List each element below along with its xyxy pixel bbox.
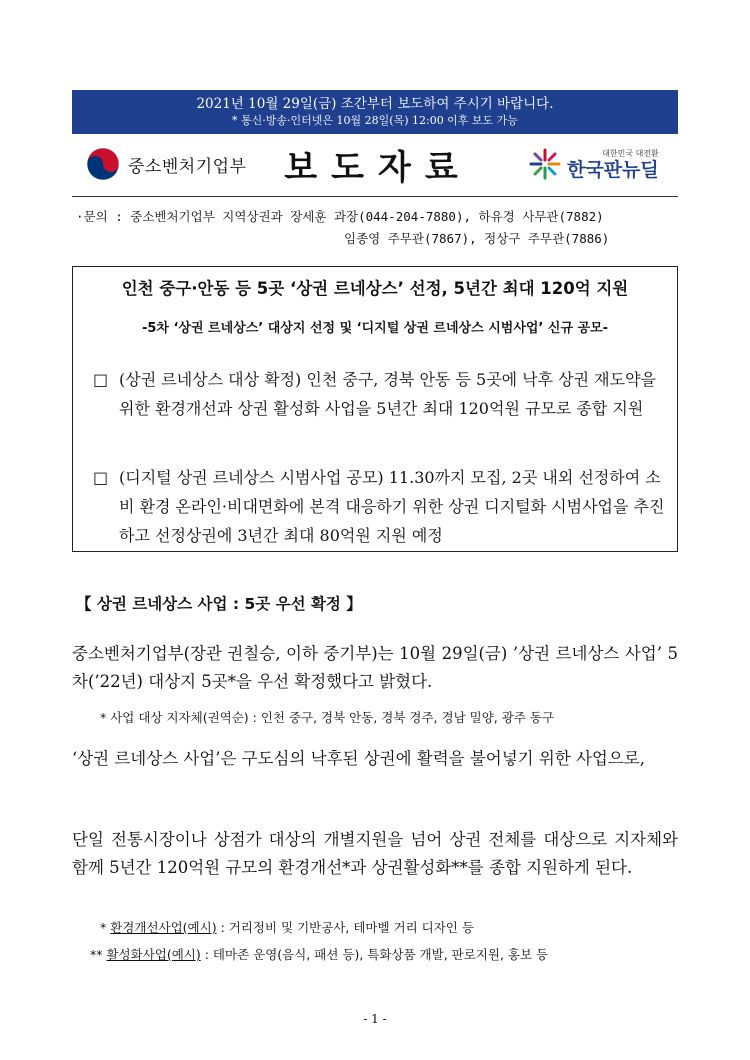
section-title: 【 상권 르네상스 사업 : 5곳 우선 확정 】 xyxy=(76,595,362,613)
summary-bullet-1-text: (상권 르네상스 대상 확정) 인천 중구, 경북 안동 등 5곳에 낙후 상권 재도약을 위한 환경개선과 상권 활성화 사업을 5년간 최대 120억원 규모로 종합 지원 xyxy=(119,370,657,418)
summary-bullet-2-text: (디지털 상권 르네상스 시범사업 공모) 11.30까지 모집, 2곳 내외 선정하여 소비 환경 온라인·비대면화에 본격 대응하기 위한 상권 디지털화 시범사업을 추진하고 선정상권에 3년간 최대 80억원 지원 예정 xyxy=(119,468,665,545)
new-deal-logo xyxy=(527,146,659,182)
subheadline: -5차 ‘상권 르네상스’ 대상지 선정 및 ‘디지털 상권 르네상스 시범사업’ 신규 공모- xyxy=(141,321,609,336)
korea-government-emblem-icon xyxy=(86,147,120,181)
header-divider xyxy=(72,196,678,197)
checkbox-bullet-icon: □ xyxy=(93,370,109,389)
summary-box xyxy=(72,266,678,552)
new-deal-title: 한국판뉴딜 xyxy=(567,158,659,181)
summary-bullet-1 xyxy=(93,365,665,423)
footnote-2-label: 환경개선사업(예시) xyxy=(110,920,217,935)
paragraph-1: 중소벤처기업부(장관 권칠승, 이하 중기부)는 10월 29일(금) ’상권 르네상스 사업’ 5차(’22년) 대상지 5곳*을 우선 확정했다고 밝혔다. xyxy=(72,644,678,691)
footnote-2-rest: : 거리정비 및 기반공사, 테마벨 거리 디자인 등 xyxy=(216,920,474,935)
footnote-2-prefix: * xyxy=(100,920,111,935)
footnote-3-rest: : 테마존 운영(음식, 패션 등), 특화상품 개발, 판로지원, 홍보 등 xyxy=(200,947,549,962)
page-title: 보도자료 xyxy=(284,148,472,188)
footnote-3-prefix: ** xyxy=(90,947,107,962)
footnote-3 xyxy=(90,945,548,963)
new-deal-tagline: 대한민국 대전환 xyxy=(602,148,659,158)
contact-line-2: 임종영 주무관(7867), 정상구 주무관(7886) xyxy=(344,231,610,246)
contact-line-1: ·문의 : 중소벤처기업부 지역상권과 장세훈 과장(044-204-7880), 하유경 사무관(7882) xyxy=(76,209,604,224)
footnote-3-label: 활성화사업(예시) xyxy=(106,947,201,962)
embargo-line-2: * 통신·방송·인터넷은 10월 28일(목) 12:00 이후 보도 가능 xyxy=(232,114,518,127)
paragraph-2: ‘상권 르네상스 사업’은 구도심의 낙후된 상권에 활력을 불어넣기 위한 사업으로, xyxy=(72,749,645,768)
checkbox-bullet-icon: □ xyxy=(93,468,109,487)
paragraph-3: 단일 전통시장이나 상점가 대상의 개별지원을 넘어 상권 전체를 대상으로 지자체와 함께 5년간 120억원 규모의 환경개선*과 상권활성화**를 종합 지원하게 된다. xyxy=(72,830,678,877)
korean-new-deal-star-icon xyxy=(527,146,563,182)
ministry-name: 중소벤처기업부 xyxy=(128,156,247,177)
headline: 인천 중구·안동 등 5곳 ‘상권 르네상스’ 선정, 5년간 최대 120억 지원 xyxy=(121,279,629,298)
ministry-logo xyxy=(86,147,246,181)
summary-bullet-2 xyxy=(93,463,665,550)
embargo-banner xyxy=(72,90,678,134)
embargo-line-1: 2021년 10월 29일(금) 조간부터 보도하여 주시기 바랍니다. xyxy=(196,96,554,112)
contact-info xyxy=(76,206,609,250)
footnote-2 xyxy=(100,918,474,936)
footnote-1: * 사업 대상 지자체(권역순) : 인천 중구, 경북 안동, 경북 경주, 경남 밀양, 광주 동구 xyxy=(100,710,554,725)
page-number: - 1 - xyxy=(363,1012,387,1026)
